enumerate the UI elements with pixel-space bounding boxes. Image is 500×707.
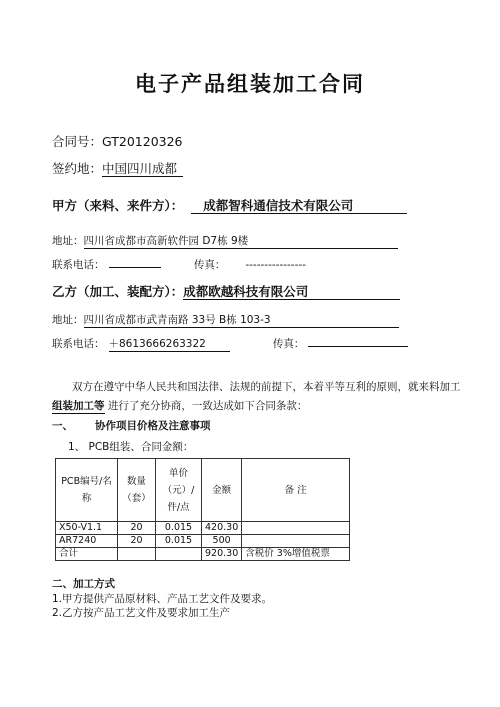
party-a-phone [109, 267, 161, 268]
section-1-title: 协作项目价格及注意事项 [95, 420, 211, 432]
table-cell: 20 [118, 535, 156, 548]
intro-bold-part: 组装加工等 [52, 400, 105, 412]
party-a-address: 四川省成都市高新软件园 D7栋 9楼 [84, 234, 398, 249]
table-header-cell: 金额 [202, 459, 242, 522]
party-b-fax [308, 346, 408, 347]
document-title: 电子产品组装加工合同 [135, 72, 365, 96]
party-b-label: 乙方（加工、装配方）： [52, 284, 184, 299]
party-a-contact-line [52, 257, 306, 272]
party-b-phone: ＋8613666263322 [109, 337, 230, 352]
table-header-cell: 备 注 [242, 459, 350, 522]
party-a-phone-label: 联系电话： [52, 259, 105, 271]
table-row [56, 522, 350, 535]
party-a-fax-label: 传真： [193, 259, 226, 271]
table-cell: 20 [118, 522, 156, 535]
party-a-address-line [52, 233, 398, 249]
party-b-address-label: 地址： [52, 314, 84, 326]
contract-number-value: GT20120326 [102, 134, 183, 149]
party-b-line [52, 282, 400, 300]
table-cell: 含税价 3%增值税票 [242, 548, 350, 561]
party-b-name: 成都欧越科技有限公司 [183, 285, 400, 300]
table-header-cell: 单价（元）/件/点 [156, 459, 202, 522]
table-header-cell: 数量（套） [118, 459, 156, 522]
party-a-fax: ---------------- [245, 259, 306, 271]
intro-line-2 [52, 398, 307, 414]
price-table [55, 458, 350, 561]
party-a-address-label: 地址： [52, 235, 84, 247]
sign-place-line [52, 159, 183, 177]
table-cell: AR7240 [56, 535, 118, 548]
table-cell: X50-V1.1 [56, 522, 118, 535]
table-cell: 0.015 [156, 535, 202, 548]
table-header-cell: PCB编号/名称 [56, 459, 118, 522]
table-cell [156, 548, 202, 561]
section-2-item-2: 2.乙方按产品工艺文件及要求加工生产 [52, 607, 231, 619]
party-a-name: 成都智科通信技术有限公司 [191, 199, 407, 214]
table-row [56, 535, 350, 548]
contract-number-line [52, 132, 183, 150]
table-cell [242, 522, 350, 535]
table-cell [118, 548, 156, 561]
section-1-heading [52, 418, 211, 433]
party-a-line [52, 196, 407, 214]
sign-place-label: 签约地： [52, 161, 103, 176]
table-cell: 420.30 [202, 522, 242, 535]
party-b-address-line [52, 312, 399, 328]
contract-number-label: 合同号： [52, 134, 103, 149]
party-b-phone-label: 联系电话： [52, 338, 105, 350]
table-header-row [56, 459, 350, 522]
section-2-title: 二、加工方式 [52, 578, 115, 590]
party-b-fax-label: 传真： [272, 338, 305, 350]
table-cell [242, 535, 350, 548]
table-cell: 920.30 [202, 548, 242, 561]
party-b-address: 四川省成都市武青南路 33号 B栋 103-3 [84, 313, 399, 328]
table-cell: 0.015 [156, 522, 202, 535]
section-2-item-1: 1.甲方提供产品原材料、产品工艺文件及要求。 [52, 593, 273, 605]
intro-line-2-rest: 进行了充分协商，一致达成如下合同条款： [104, 400, 308, 412]
sign-place-value: 中国四川成都 [102, 162, 183, 177]
section-1-number: 一、 [52, 420, 73, 432]
table-cell: 合计 [56, 548, 118, 561]
intro-line-1: 双方在遵守中华人民共和国法律、法规的前提下，本着平等互利的原则，就来料加工 [72, 381, 461, 393]
table-total-row [56, 548, 350, 561]
party-a-label: 甲方（来料、来件方）： [52, 198, 184, 213]
table-cell: 500 [202, 535, 242, 548]
party-b-contact-line [52, 336, 408, 352]
section-1-subheading: 1、 PCB组装、合同金额： [68, 441, 194, 453]
